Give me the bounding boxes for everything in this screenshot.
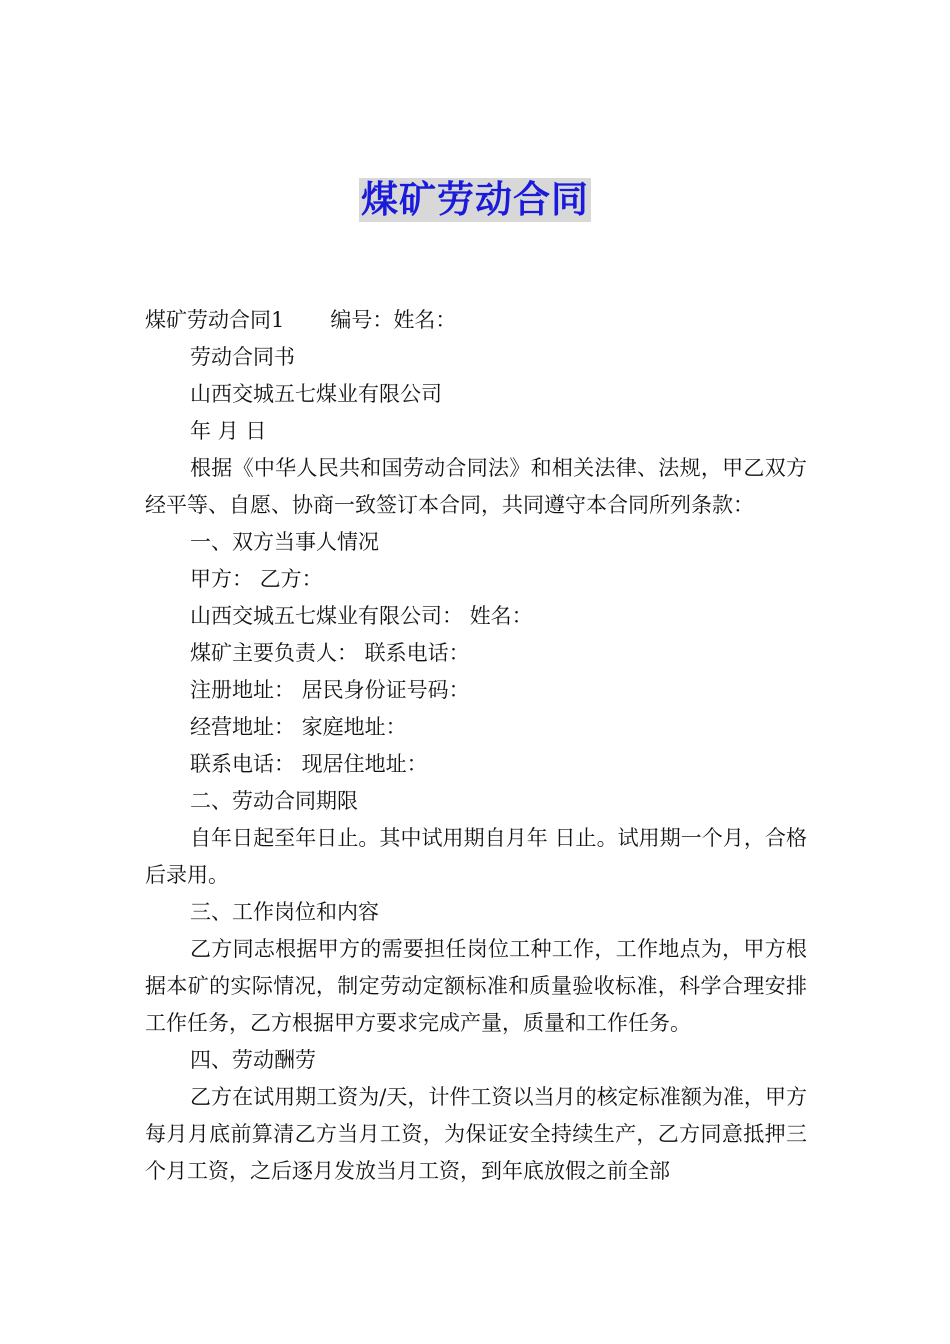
paragraph: 乙方同志根据甲方的需要担任岗位工种工作，工作地点为，甲方根据本矿的实际情况，制定劳动定额标准和质量验收标准，科学合理安排工作任务，乙方根据甲方要求完成产量，质量和工作任务。 <box>145 937 807 1035</box>
document-title: 煤矿劳动合同 <box>361 178 589 221</box>
paragraph: 煤矿主要负责人： 联系电话： <box>190 641 470 665</box>
section-heading: 一、双方当事人情况 <box>190 530 379 554</box>
paragraph: 注册地址： 居民身份证号码： <box>190 678 470 702</box>
paragraph: 乙方在试用期工资为/天，计件工资以当月的核定标准额为准，甲方每月月底前算清乙方当月工资，为保证安全持续生产，乙方同意抵押三个月工资，之后逐月发放当月工资，到年底放假之前全部 <box>145 1085 807 1183</box>
contract-number-name: 编号：姓名： <box>330 308 457 332</box>
paragraph: 劳动合同书 <box>190 345 295 369</box>
paragraph: 自年日起至年日止。其中试用期自月年 日止。试用期一个月，合格后录用。 <box>145 826 807 887</box>
paragraph: 山西交城五七煤业有限公司 <box>190 382 442 406</box>
paragraph: 根据《中华人民共和国劳动合同法》和相关法律、法规，甲乙双方经平等、自愿、协商一致签订本合同，共同遵守本合同所列条款： <box>145 456 807 517</box>
title-container <box>0 178 950 222</box>
paragraph: 联系电话： 现居住地址： <box>190 752 428 776</box>
section-heading: 二、劳动合同期限 <box>190 789 358 813</box>
contract-heading: 煤矿劳动合同1 <box>145 308 285 332</box>
paragraph: 经营地址： 家庭地址： <box>190 715 407 739</box>
section-heading: 三、工作岗位和内容 <box>190 900 379 924</box>
document-body <box>145 302 807 1190</box>
contract-heading-line <box>145 302 807 339</box>
paragraph: 甲方： 乙方： <box>190 567 323 591</box>
paragraph: 年 月 日 <box>190 419 267 443</box>
paragraph: 山西交城五七煤业有限公司： 姓名： <box>190 604 533 628</box>
section-heading: 四、劳动酬劳 <box>190 1048 316 1072</box>
